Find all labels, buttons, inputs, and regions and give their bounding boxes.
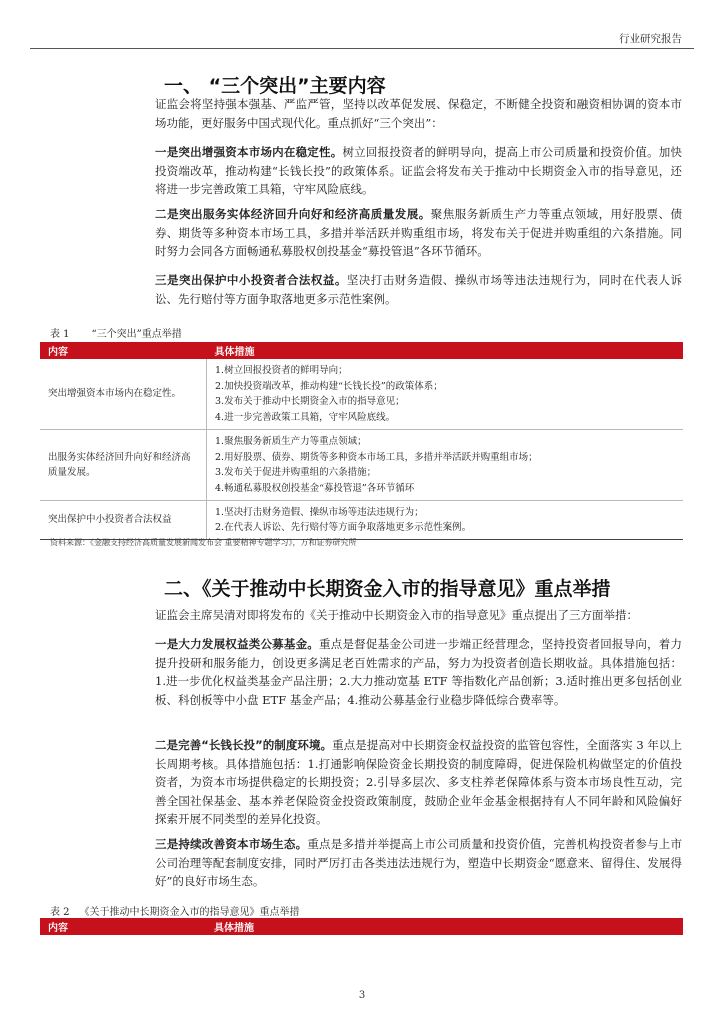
section-1-point-3 <box>155 271 682 308</box>
table-1 <box>40 342 683 540</box>
report-type-label: 行业研究报告 <box>619 33 682 45</box>
header-content: 内容 <box>40 342 207 359</box>
measure-item: 2.在代表人诉讼、先行赔付等方面争取落地更多示范性案例。 <box>215 522 472 533</box>
measure-item: 3.发布关于推动中长期资金入市的指导意见； <box>215 396 405 407</box>
point-lead: 二是完善“长钱长投”的制度环境。 <box>155 738 333 752</box>
table-2-caption <box>50 903 300 918</box>
point-lead: 三是持续改善资本市场生态。 <box>155 837 308 851</box>
page-number: 3 <box>358 990 366 1001</box>
point-text: 重点是提高对中长期资金权益投资的监管包容性，全面落实 3 年以上长周期考核。具体措施包括：1.打通影响保险资金长期投资的制度障碍，促进保险机构做坚定的价值投资者，为资本市场提供稳定的长期投资；2.引导多层次、多支柱养老保障体系与资本市场良性互动，完善全国社保基金、基本养老保险资金投资政策制度，鼓励企业年金基金根据持有人不同年龄和风险偏好探索开展不同类型的差异化投资。 <box>155 738 682 826</box>
point-lead: 三是突出保护中小投资者合法权益。 <box>155 273 347 287</box>
measure-item: 4.畅通私募股权创投基金“募投管退”各环节循环 <box>215 482 415 494</box>
measure-item: 2.用好股票、债券、期货等多种资本市场工具，多措并举活跃并购重组市场； <box>215 451 538 463</box>
row-content: 突出增强资本市场内在稳定性。 <box>40 359 207 430</box>
header-content: 内容 <box>40 918 206 935</box>
measure-item: 3.发布关于促进并购重组的六条措施； <box>215 467 377 478</box>
point-text: 树立回报投资者的鲜明导向，提高上市公司质量和投资价值。加快投资端改革，推动构建“长钱长投”的政策体系。证监会将发布关于推动中长期资金入市的指导意见，还将进一步完善政策工具箱，守牢风险底线。 <box>155 145 682 196</box>
table-title: “三个突出”重点举措 <box>91 329 182 340</box>
point-text: 坚决打击财务造假、操纵市场等违法违规行为，同时在代表人诉讼、先行赔付等方面争取落地更多示范性案例。 <box>155 273 682 306</box>
section-1-point-1 <box>155 143 682 199</box>
section-2-point-2 <box>155 736 682 829</box>
row-content: 出服务实体经济回升向好和经济高质量发展。 <box>40 430 207 501</box>
table-header-row <box>40 918 683 935</box>
measure-item: 4.进一步完善政策工具箱，守牢风险底线。 <box>215 411 396 423</box>
point-lead: 一是突出增强资本市场内在稳定性。 <box>155 145 343 159</box>
section-2-title: 二、《关于推动中长期资金入市的指导意见》重点举措 <box>164 578 611 600</box>
measure-item: 2.加快投资端改革，推动构建“长钱长投”的政策体系； <box>215 380 443 392</box>
header-measures: 具体措施 <box>206 918 683 935</box>
table-number: 表 2 <box>50 907 70 918</box>
table-2 <box>40 918 683 935</box>
row-measures <box>207 359 684 430</box>
section-2-intro: 证监会主席吴清对即将发布的《关于推动中长期资金入市的指导意见》重点提出了三方面举措： <box>155 608 638 622</box>
row-content: 突出保护中小投资者合法权益 <box>40 501 207 540</box>
section-1-intro: 证监会将坚持强本强基、严监严管，坚持以改革促发展、保稳定，不断健全投资和融资相协调的资本市场功能，更好服务中国式现代化。重点抓好“三个突出”： <box>155 97 682 130</box>
section-1-point-2 <box>155 205 682 261</box>
measure-item: 1.聚焦服务新质生产力等重点领域； <box>215 436 367 447</box>
section-2-point-1 <box>155 635 682 709</box>
table-row <box>40 430 683 501</box>
point-lead: 一是大力发展权益类公募基金。 <box>155 637 320 651</box>
header-measures: 具体措施 <box>207 342 684 359</box>
table-number: 表 1 <box>50 329 70 340</box>
table-row <box>40 359 683 430</box>
measure-item: 1.树立回报投资者的鲜明导向； <box>215 365 348 376</box>
page-header <box>30 28 694 49</box>
point-text: 重点是督促基金公司进一步端正经营理念，坚持投资者回报导向，着力提升投研和服务能力，创设更多满足老百姓需求的产品，努力为投资者创造长期收益。具体措施包括：1.进一步优化权益类基金产品注册；2.大力推动宽基 ETF 等指数化产品创新；3.适时推出更多包括创业板、科创板等中小盘 ETF 基金产品；4.推动公募基金行业稳步降低综合费率等。 <box>155 637 683 707</box>
row-measures <box>207 430 684 501</box>
section-1-title: 一、 “三个突出”主要内容 <box>164 75 386 97</box>
table-header-row <box>40 342 683 359</box>
measure-item: 1.坚决打击财务造假、操纵市场等违法违规行为； <box>215 506 424 518</box>
point-text: 重点是多措并举提高上市公司质量和投资价值，完善机构投资者参与上市公司治理等配套制度安排，同时严厉打击各类违法违规行为，塑造中长期资金“愿意来、留得住、发展得好”的良好市场生态。 <box>155 837 683 888</box>
point-text: 聚焦服务新质生产力等重点领域，用好股票、债券、期货等多种资本市场工具，多措并举活跃并购重组市场，将发布关于促进并购重组的六条措施。同时努力会同各方面畅通私募股权创投基金“募投管退”各环节循环。 <box>155 207 682 258</box>
table-1-source: 资料来源：《金融支持经济高质量发展新闻发布会 重要精神专题学习》，万和证券研究所 <box>50 538 357 547</box>
table-1-caption <box>50 325 182 340</box>
table-row <box>40 501 683 540</box>
point-lead: 二是突出服务实体经济回升向好和经济高质量发展。 <box>155 207 431 221</box>
table-title: 《关于推动中长期资金入市的指导意见》重点举措 <box>79 907 300 918</box>
section-2-point-3 <box>155 835 682 891</box>
row-measures <box>207 501 684 540</box>
